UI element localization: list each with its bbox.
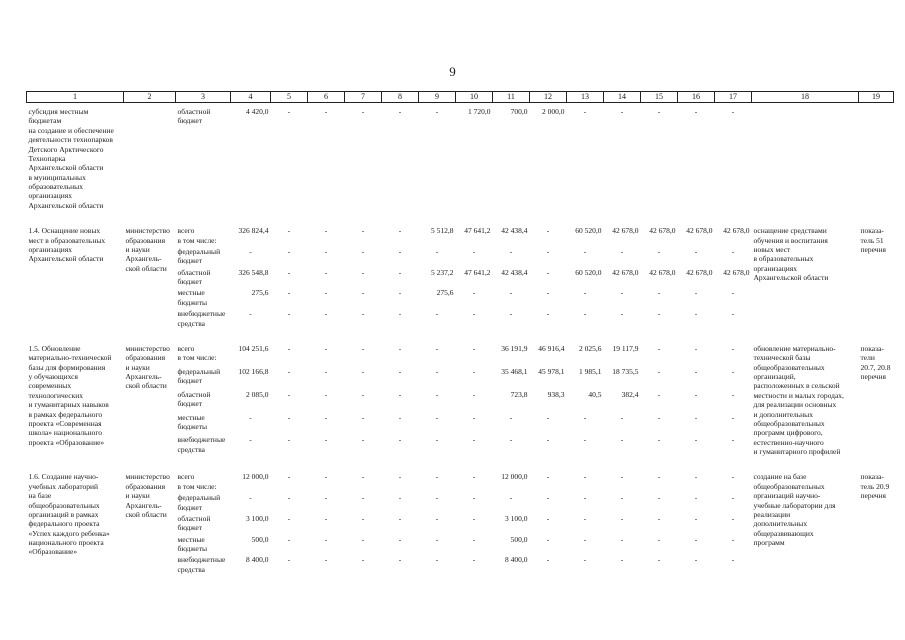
amount-cell: - (287, 513, 291, 523)
amount-cell: - (287, 288, 291, 298)
funding-source: внебюджетные средства (177, 435, 226, 454)
amount-cell: - (620, 309, 624, 319)
amount-cell: - (694, 107, 698, 116)
amount-cell: 40,5 (588, 389, 602, 399)
amount-cell: - (620, 107, 624, 116)
amount-cell: - (324, 513, 328, 523)
column-number-11: 11 (493, 92, 530, 103)
amount-cell: - (731, 493, 735, 503)
amount-cell: - (694, 366, 698, 376)
amount-cell: - (472, 412, 476, 422)
amount-cell: - (287, 309, 291, 319)
amount-cell: - (657, 343, 661, 353)
amount-cell: - (694, 309, 698, 319)
column-number-row (27, 92, 894, 103)
amount-cell: - (435, 309, 439, 319)
funding-source: областной бюджет (177, 107, 211, 126)
amount-cell: - (398, 513, 402, 523)
amount-cell: - (287, 472, 291, 482)
amount-cell: - (731, 534, 735, 544)
amount-cell: - (435, 246, 439, 256)
amount-cell: - (472, 513, 476, 523)
amount-cell: - (731, 309, 735, 319)
amount-cell: - (509, 493, 513, 503)
activity-name: субсидия местным бюджетам на создание и обеспечение деятельности технопарков Детского Арктического Технопарка Архангельской области в муниципальных образовательных организациях Архангельской области (28, 107, 114, 210)
amount-cell: - (472, 288, 476, 298)
amount-cell: - (694, 343, 698, 353)
amount-cell: 2 085,0 (246, 389, 269, 399)
amount-cell: 500,0 (510, 534, 528, 544)
amount-cell: - (657, 493, 661, 503)
amount-cell: 382,4 (621, 389, 639, 399)
amount-cell: 18 735,5 (612, 366, 639, 376)
column-number-7: 7 (345, 92, 382, 103)
amount-cell: - (694, 389, 698, 399)
amount-cell: 42 678,0 (723, 267, 750, 277)
amount-cell: - (361, 412, 365, 422)
amount-cell: - (472, 389, 476, 399)
amount-cell: - (398, 493, 402, 503)
amount-cell: - (546, 534, 550, 544)
table-row (27, 344, 894, 367)
spacer-cell (27, 330, 894, 344)
amount-cell: - (435, 343, 439, 353)
activity-name: 1.6. Создание научно- учебных лабораторий на базе общеобразовательных организаций в рамках федерального проекта «Успех каждого ребенка» национального проекта «Образование» (28, 472, 110, 557)
amount-cell: 47 641,2 (464, 267, 491, 277)
amount-cell: - (731, 435, 735, 445)
amount-cell: - (324, 493, 328, 503)
amount-cell: - (249, 246, 252, 256)
amount-cell: - (361, 226, 365, 236)
amount-cell: - (324, 412, 328, 422)
amount-cell: - (435, 389, 439, 399)
amount-cell: - (398, 412, 402, 422)
amount-cell: 42 678,0 (612, 226, 639, 236)
column-number-10: 10 (456, 92, 493, 103)
amount-cell: 8 400,0 (246, 555, 269, 565)
amount-cell: - (731, 107, 735, 116)
amount-cell: - (435, 366, 439, 376)
amount-cell: - (620, 493, 624, 503)
amount-cell: 42 678,0 (686, 267, 713, 277)
amount-cell: - (435, 435, 439, 445)
funding-source: федеральный бюджет (177, 366, 221, 386)
amount-cell: - (546, 513, 550, 523)
amount-cell: - (657, 366, 661, 376)
amount-cell: 3 100,0 (505, 513, 528, 523)
amount-cell: - (620, 534, 624, 544)
amount-cell: - (509, 288, 513, 298)
amount-cell: - (361, 246, 365, 256)
amount-cell: - (694, 288, 698, 298)
funding-source: федеральный бюджет (177, 493, 221, 512)
responsible-executor: министерство образования и науки Архангель- ской области (125, 226, 170, 273)
amount-cell: - (361, 267, 365, 277)
amount-cell: - (324, 389, 328, 399)
block-spacer (27, 330, 894, 344)
amount-cell: - (657, 555, 661, 565)
amount-cell: - (398, 534, 402, 544)
amount-cell: - (472, 366, 476, 376)
amount-cell: 19 117,9 (612, 343, 639, 353)
amount-cell: - (324, 534, 328, 544)
amount-cell: - (694, 555, 698, 565)
amount-cell: - (398, 309, 402, 319)
amount-cell: - (694, 246, 698, 256)
amount-cell: - (398, 555, 402, 565)
amount-cell: 1 985,1 (579, 366, 602, 376)
indicator-reference: показа- тель 51 перечня (860, 226, 886, 254)
amount-cell: - (361, 513, 365, 523)
amount-cell: - (287, 107, 291, 116)
column-number-5: 5 (271, 92, 308, 103)
amount-cell: - (398, 472, 402, 482)
amount-cell: - (324, 435, 328, 445)
amount-cell: 45 978,1 (538, 366, 565, 376)
block-spacer (27, 458, 894, 472)
spacer-cell (27, 212, 894, 226)
amount-cell: - (472, 493, 476, 503)
amount-cell: - (398, 226, 402, 236)
funding-source: внебюджетные средства (177, 555, 226, 574)
amount-cell: - (435, 107, 439, 116)
amount-cell: - (324, 288, 328, 298)
amount-cell: 4 420,0 (246, 107, 269, 116)
amount-cell: - (435, 513, 439, 523)
amount-cell: - (509, 309, 513, 319)
amount-cell: 723,8 (510, 389, 528, 399)
funding-source: местные бюджеты (177, 288, 208, 307)
amount-cell: 326 548,8 (238, 267, 269, 277)
indicator-reference: показа- тели 20.7, 20.8 перечня (860, 343, 891, 381)
amount-cell: - (324, 343, 328, 353)
amount-cell: - (546, 267, 550, 277)
amount-cell: - (657, 435, 661, 445)
table-body (27, 103, 894, 577)
amount-cell: - (324, 107, 328, 116)
amount-cell: 12 000,0 (242, 472, 269, 482)
amount-cell: - (361, 555, 365, 565)
amount-cell: 60 520,0 (575, 226, 602, 236)
amount-cell: - (583, 472, 587, 482)
column-number-13: 13 (567, 92, 604, 103)
expected-result: создание на базе общеобразовательных организаций научно- учебные лаборатории для реализации дополнительных общеразвивающих программ (753, 472, 836, 547)
amount-cell: - (398, 267, 402, 277)
amount-cell: - (324, 472, 328, 482)
activity-name: 1.4. Оснащение новых мест в образовательных организациях Архангельской области (28, 226, 106, 264)
amount-cell: - (620, 412, 624, 422)
amount-cell: - (398, 288, 402, 298)
amount-cell: 5 237,2 (431, 267, 454, 277)
amount-cell: - (472, 343, 476, 353)
column-number-16: 16 (678, 92, 715, 103)
amount-cell: - (287, 343, 291, 353)
amount-cell: 42 438,4 (501, 267, 528, 277)
expected-result: оснащение средствами обучения и воспитания новых мест в образовательных организациях Архангельской области (753, 226, 829, 282)
amount-cell: 500,0 (251, 534, 269, 544)
amount-cell: 42 678,0 (723, 226, 750, 236)
amount-cell: - (249, 309, 252, 319)
amount-cell: - (324, 246, 328, 256)
amount-cell: 42 678,0 (649, 267, 676, 277)
amount-cell: - (249, 435, 252, 445)
amount-cell: 42 678,0 (612, 267, 639, 277)
amount-cell: - (287, 555, 291, 565)
amount-cell: - (287, 435, 291, 445)
amount-cell: - (398, 366, 402, 376)
amount-cell: - (472, 435, 476, 445)
block-spacer (27, 212, 894, 226)
amount-cell: 5 512,8 (431, 226, 454, 236)
column-number-3: 3 (176, 92, 231, 103)
amount-cell: - (435, 555, 439, 565)
amount-cell: - (694, 435, 698, 445)
amount-cell: - (583, 107, 587, 116)
table-row (27, 472, 894, 493)
funding-source: областной бюджет (177, 267, 211, 286)
amount-cell: - (731, 343, 735, 353)
amount-cell: - (583, 555, 587, 565)
amount-cell: - (546, 288, 550, 298)
amount-cell: - (546, 555, 550, 565)
amount-cell: - (361, 435, 365, 445)
amount-cell: - (620, 246, 624, 256)
amount-cell: - (324, 267, 328, 277)
amount-cell: 104 251,6 (238, 343, 269, 353)
amount-cell: - (546, 435, 550, 445)
amount-cell: - (731, 389, 735, 399)
amount-cell: - (361, 366, 365, 376)
funding-source: областной бюджет (177, 513, 211, 533)
amount-cell: - (472, 309, 476, 319)
amount-cell: - (472, 472, 476, 482)
amount-cell: - (398, 246, 402, 256)
amount-cell: - (435, 493, 439, 503)
amount-cell: - (324, 366, 328, 376)
amount-cell: - (620, 288, 624, 298)
column-number-8: 8 (382, 92, 419, 103)
amount-cell: - (361, 288, 365, 298)
amount-cell: - (657, 288, 661, 298)
amount-cell: - (731, 412, 735, 422)
amount-cell: 42 678,0 (649, 226, 676, 236)
amount-cell: 35 468,1 (501, 366, 528, 376)
amount-cell: - (620, 555, 624, 565)
amount-cell: 42 438,4 (501, 226, 528, 236)
responsible-executor: министерство образования и науки Архангель- ской области (125, 472, 170, 519)
responsible-executor (124, 107, 176, 212)
amount-cell: - (583, 534, 587, 544)
amount-cell: - (249, 493, 252, 503)
expected-result (752, 107, 859, 212)
funding-source: всего в том числе: (177, 226, 217, 245)
amount-cell: - (435, 412, 439, 422)
amount-cell: 2 025,6 (579, 343, 602, 353)
amount-cell: - (731, 472, 735, 482)
column-number-12: 12 (530, 92, 567, 103)
amount-cell: 102 166,8 (238, 366, 269, 376)
amount-cell: - (620, 435, 624, 445)
amount-cell: - (731, 246, 735, 256)
amount-cell: 42 678,0 (686, 226, 713, 236)
amount-cell: - (361, 107, 365, 116)
amount-cell: - (620, 513, 624, 523)
program-table (26, 91, 894, 576)
column-number-4: 4 (231, 92, 271, 103)
amount-cell: 46 916,4 (538, 343, 565, 353)
amount-cell: - (472, 246, 476, 256)
amount-cell: - (731, 366, 735, 376)
amount-cell: - (657, 513, 661, 523)
column-number-6: 6 (308, 92, 345, 103)
amount-cell: - (472, 555, 476, 565)
column-number-15: 15 (641, 92, 678, 103)
funding-source: всего в том числе: (177, 472, 217, 491)
amount-cell: - (287, 267, 291, 277)
indicator-reference: показа- тель 20.9 перечня (860, 472, 890, 501)
amount-cell: - (398, 343, 402, 353)
amount-cell: 275,6 (251, 288, 269, 298)
amount-cell: - (324, 555, 328, 565)
amount-cell: - (287, 412, 291, 422)
indicator-reference (859, 107, 894, 212)
column-number-14: 14 (604, 92, 641, 103)
amount-cell: - (694, 534, 698, 544)
amount-cell: - (546, 412, 550, 422)
funding-source: местные бюджеты (177, 534, 208, 553)
amount-cell: - (435, 534, 439, 544)
amount-cell: 8 400,0 (505, 555, 528, 565)
amount-cell: - (694, 493, 698, 503)
amount-cell: - (509, 435, 513, 445)
amount-cell: 36 191,9 (501, 343, 528, 353)
funding-source: всего в том числе: (177, 343, 217, 363)
amount-cell: 47 641,2 (464, 226, 491, 236)
amount-cell: - (287, 493, 291, 503)
amount-cell: - (546, 246, 550, 256)
amount-cell: 1 720,0 (468, 107, 491, 116)
expected-result: обновление материально- технической базы общеобразовательных организаций, расположенных в сельской местности и малых городах, для реализации основных и дополнительных общеобразовательных программ цифрового, естественно-научного и гуманитарного профилей (753, 343, 844, 456)
amount-cell: - (361, 309, 365, 319)
column-number-19: 19 (859, 92, 894, 103)
amount-cell: - (287, 389, 291, 399)
amount-cell: - (287, 366, 291, 376)
amount-cell: - (361, 472, 365, 482)
amount-cell: - (361, 343, 365, 353)
amount-cell: - (435, 472, 439, 482)
table-header (27, 92, 894, 103)
amount-cell: - (657, 534, 661, 544)
responsible-executor: министерство образования и науки Архангель- ской области (125, 343, 170, 391)
amount-cell: - (546, 226, 550, 236)
amount-cell: - (583, 412, 587, 422)
amount-cell: - (620, 472, 624, 482)
amount-cell: 60 520,0 (575, 267, 602, 277)
amount-cell: 12 000,0 (501, 472, 528, 482)
amount-cell: - (287, 226, 291, 236)
amount-cell: - (731, 288, 735, 298)
amount-cell: - (287, 534, 291, 544)
activity-name: 1.5. Обновление материально-технической базы для формирования у обучающихся современных технологических и гуманитарных навыков в рамках федерального проекта «Современная школа» национального проекта «Образование» (28, 343, 112, 447)
column-number-17: 17 (715, 92, 752, 103)
amount-cell: - (472, 534, 476, 544)
amount-cell: - (546, 309, 550, 319)
amount-cell: - (583, 309, 587, 319)
amount-cell: - (583, 513, 587, 523)
amount-cell: 2 000,0 (542, 107, 565, 116)
amount-cell: - (324, 309, 328, 319)
amount-cell: - (583, 435, 587, 445)
column-number-18: 18 (752, 92, 859, 103)
amount-cell: - (287, 246, 291, 256)
amount-cell: - (657, 107, 661, 116)
amount-cell: - (583, 246, 587, 256)
amount-cell: - (509, 246, 513, 256)
amount-cell: - (583, 288, 587, 298)
funding-source: федеральный бюджет (177, 246, 221, 266)
amount-cell: - (694, 513, 698, 523)
amount-cell: 938,3 (547, 389, 565, 399)
table-row (27, 226, 894, 247)
amount-cell: - (361, 534, 365, 544)
amount-cell: - (694, 472, 698, 482)
amount-cell: 326 824,4 (238, 226, 269, 236)
amount-cell: - (657, 309, 661, 319)
amount-cell: - (546, 472, 550, 482)
amount-cell: - (657, 412, 661, 422)
amount-cell: - (657, 472, 661, 482)
amount-cell: 700,0 (510, 107, 528, 116)
amount-cell: - (324, 226, 328, 236)
amount-cell: - (731, 513, 735, 523)
funding-source: областной бюджет (177, 389, 211, 409)
amount-cell: - (398, 107, 402, 116)
amount-cell: - (398, 435, 402, 445)
amount-cell: - (398, 389, 402, 399)
page-number: 9 (449, 64, 456, 79)
amount-cell: - (583, 493, 587, 503)
table-row (27, 107, 894, 212)
amount-cell: - (509, 412, 513, 422)
amount-cell: - (361, 493, 365, 503)
amount-cell: - (657, 246, 661, 256)
amount-cell: - (694, 412, 698, 422)
amount-cell: - (361, 389, 365, 399)
amount-cell: - (249, 412, 252, 422)
column-number-2: 2 (124, 92, 176, 103)
funding-source: местные бюджеты (177, 412, 208, 431)
spacer-cell (27, 458, 894, 472)
amount-cell: - (657, 389, 661, 399)
amount-cell: 275,6 (436, 288, 454, 298)
column-number-1: 1 (27, 92, 124, 103)
amount-cell: 3 100,0 (246, 513, 269, 523)
amount-cell: - (546, 493, 550, 503)
funding-source: внебюджетные средства (177, 309, 226, 328)
column-number-9: 9 (419, 92, 456, 103)
amount-cell: - (731, 555, 735, 565)
